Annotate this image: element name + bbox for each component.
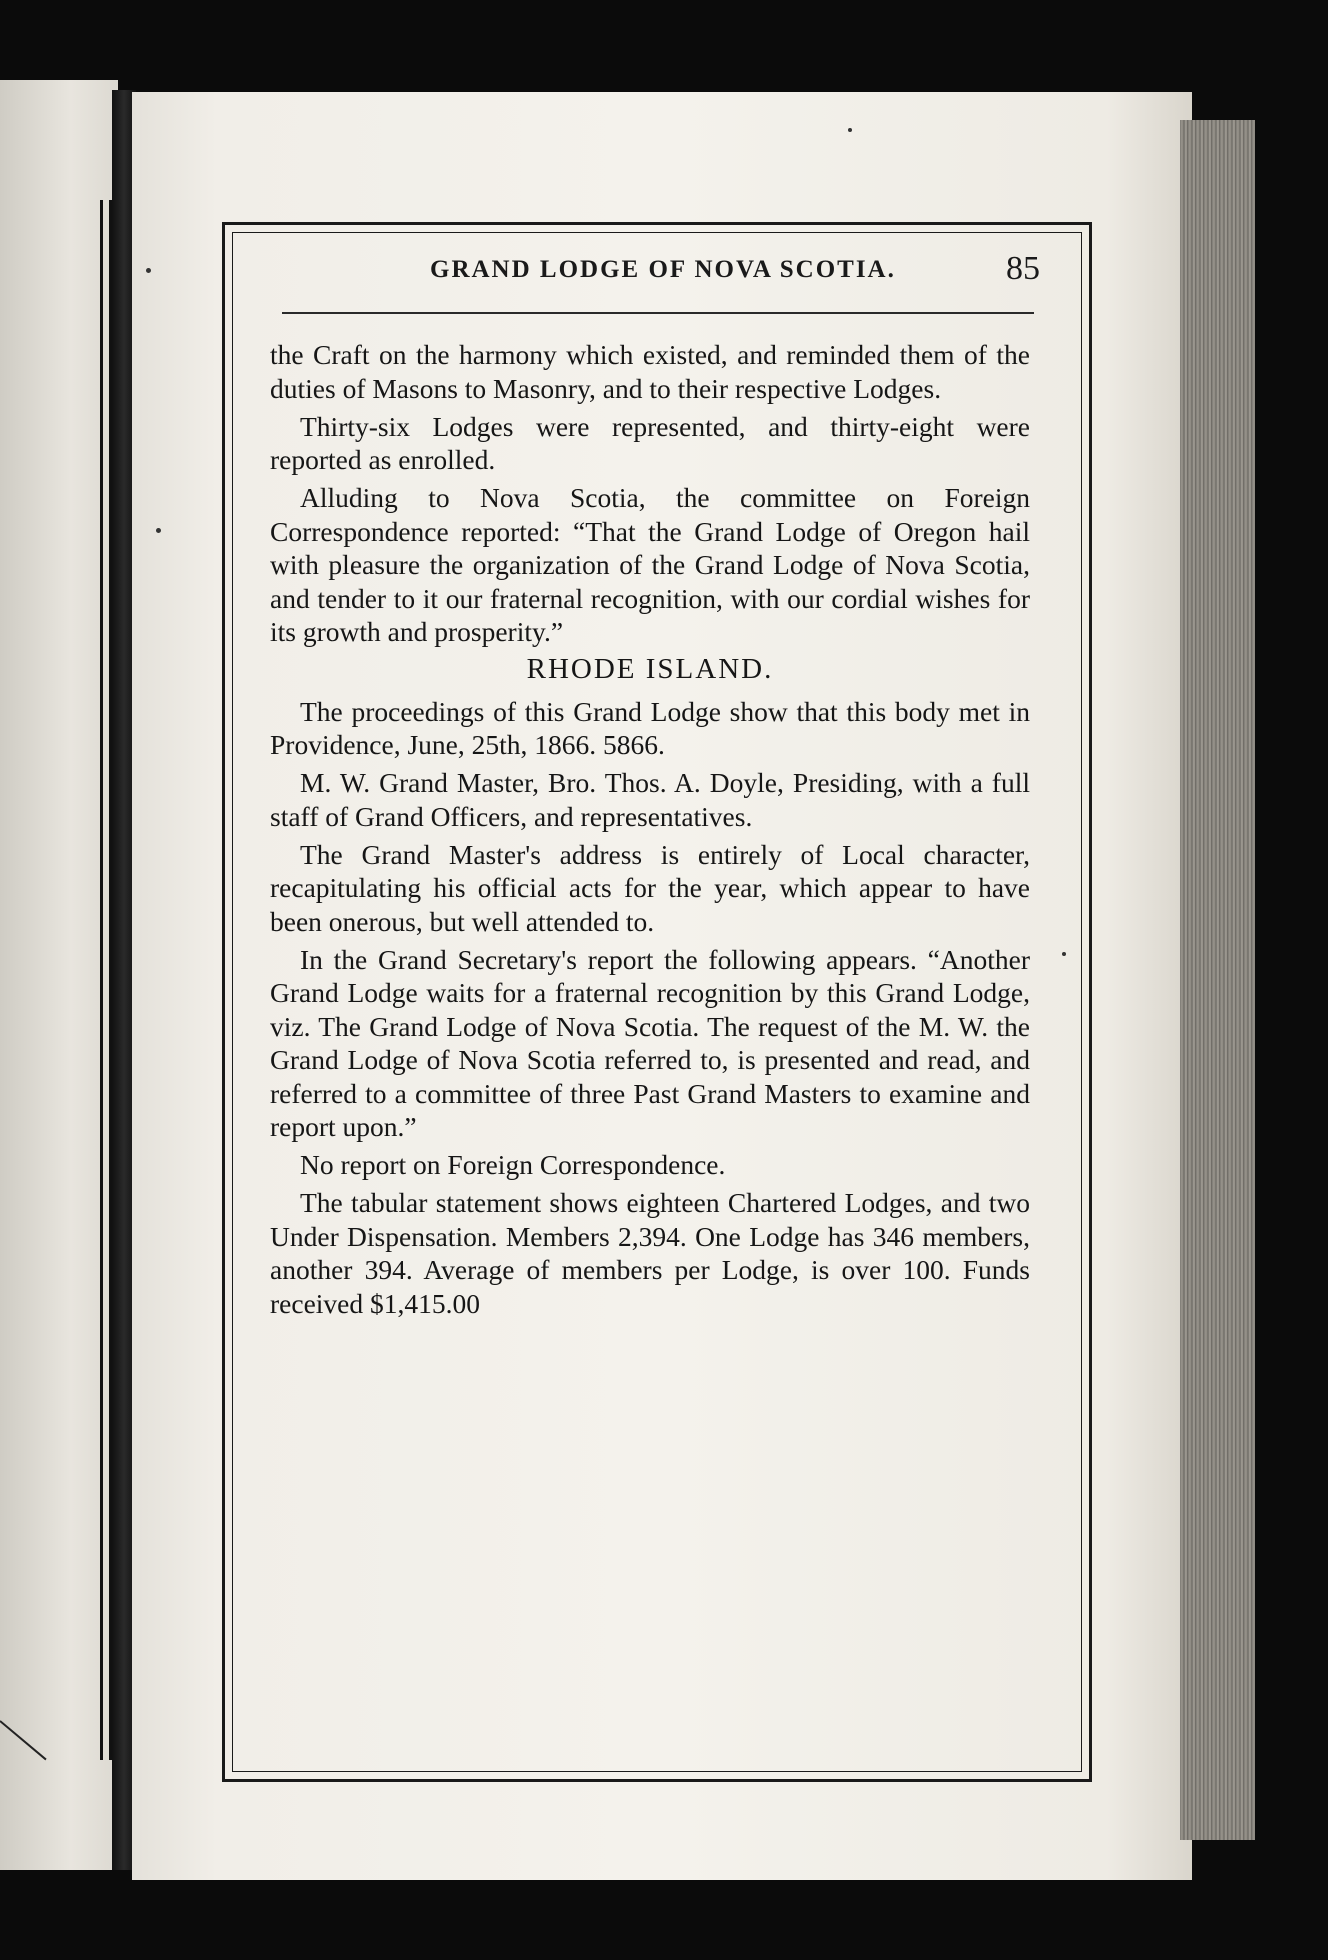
header-rule [282,312,1034,314]
paragraph: No report on Foreign Correspondence. [300,1149,726,1180]
paragraph: Alluding to Nova Scotia, the committee on Foreign Correspondence reported: “That the Grand Lodge of Oregon hail with pleasure the organization of the Grand Lodge of Nova Scotia, and tender to it our fraternal recognition, with our cordial wishes for its growth and prosperity.” [270,482,1030,647]
left-page-border [100,200,112,1760]
running-title: GRAND LODGE OF NOVA SCOTIA. [430,256,896,283]
left-page-fragment [0,80,118,1870]
paragraph: The Grand Master's address is entirely of Local character, recapitulating his official acts for the year, which appear to have been onerous, but well attended to. [270,838,1030,937]
ink-speck [156,528,161,533]
ink-speck [848,128,852,132]
left-page-mark [0,1720,47,1760]
paragraph: The tabular statement shows eighteen Chartered Lodges, and two Under Dispensation. Members 2,394. One Lodge has 346 members, another 394. Average of members per Lodge, is over 100. Funds received $1,415.00 [270,1187,1030,1319]
paragraph: the Craft on the harmony which existed, and reminded them of the duties of Masons to Masonry, and to their respective Lodges. [270,339,1030,404]
page-number: 85 [1006,250,1040,287]
page-edges-shadow [1255,110,1328,1860]
paragraph: The proceedings of this Grand Lodge show that this body met in Providence, June, 25th, 1866. 5866. [270,695,1030,760]
ink-speck [146,268,151,273]
ink-speck [1062,952,1066,956]
paragraph: Thirty-six Lodges were represented, and thirty-eight were reported as enrolled. [270,410,1030,475]
paragraph: M. W. Grand Master, Bro. Thos. A. Doyle, Presiding, with a full staff of Grand Officers, and representatives. [270,767,1030,832]
page-body [270,338,1030,1325]
page-edges [1180,120,1260,1840]
paragraph: In the Grand Secretary's report the following appears. “Another Grand Lodge waits for a fraternal recognition by this Grand Lodge, viz. The Grand Lodge of Nova Scotia. The request of the M. W. the Grand Lodge of Nova Scotia referred to, is presented and read, and referred to a committee of three Past Grand Masters to examine and report upon.” [270,943,1030,1142]
running-head [280,248,1040,298]
section-heading: RHODE ISLAND. [526,653,774,685]
